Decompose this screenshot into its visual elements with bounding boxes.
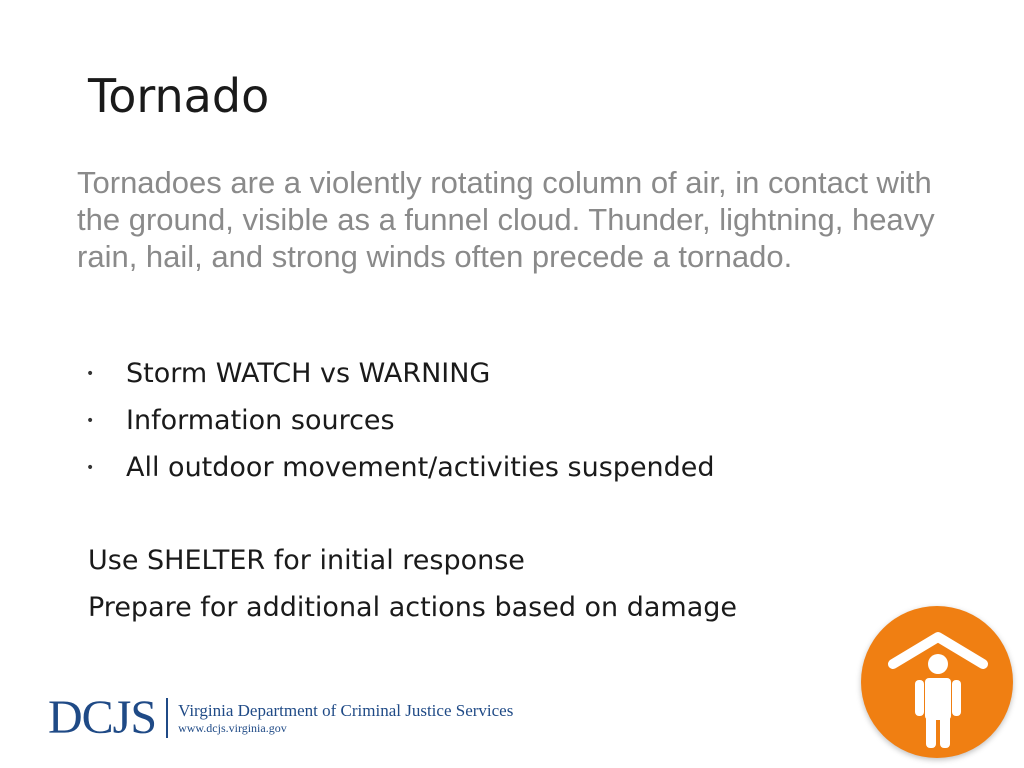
bullet-item bbox=[86, 444, 715, 491]
action-line: Use SHELTER for initial response bbox=[88, 545, 525, 576]
bullet-list bbox=[86, 350, 715, 491]
bullet-item bbox=[86, 397, 715, 444]
bullet-text: All outdoor movement/activities suspended bbox=[126, 452, 715, 483]
logo-divider bbox=[166, 698, 168, 738]
intro-paragraph: Tornadoes are a violently rotating column of air, in contact with the ground, visible as a funnel cloud. Thunder, lightning, heavy rain, hail, and strong winds often precede a tornado. bbox=[77, 165, 935, 274]
slide-title: Tornado bbox=[88, 69, 270, 123]
bullet-text: Storm WATCH vs WARNING bbox=[126, 358, 491, 389]
bullet-marker: • bbox=[86, 365, 95, 382]
bullet-marker: • bbox=[86, 459, 95, 476]
bullet-text: Information sources bbox=[126, 405, 395, 436]
bullet-marker: • bbox=[86, 412, 95, 429]
person-left-leg-icon bbox=[926, 714, 936, 748]
person-head-icon bbox=[928, 654, 948, 674]
bullet-item bbox=[86, 350, 715, 397]
organization-name: Virginia Department of Criminal Justice Services bbox=[178, 700, 514, 720]
person-torso-icon bbox=[925, 678, 951, 720]
organization-url: www.dcjs.virginia.gov bbox=[178, 720, 287, 735]
shelter-badge bbox=[861, 606, 1013, 758]
action-lines bbox=[88, 537, 737, 631]
person-right-arm-icon bbox=[952, 680, 961, 716]
logo-text bbox=[178, 701, 513, 736]
action-line: Prepare for additional actions based on damage bbox=[88, 592, 738, 623]
person-left-arm-icon bbox=[915, 680, 924, 716]
shelter-person-icon bbox=[861, 606, 1013, 758]
logo-mark: DCJS bbox=[48, 691, 157, 744]
dcjs-logo bbox=[48, 691, 514, 744]
person-right-leg-icon bbox=[940, 714, 950, 748]
